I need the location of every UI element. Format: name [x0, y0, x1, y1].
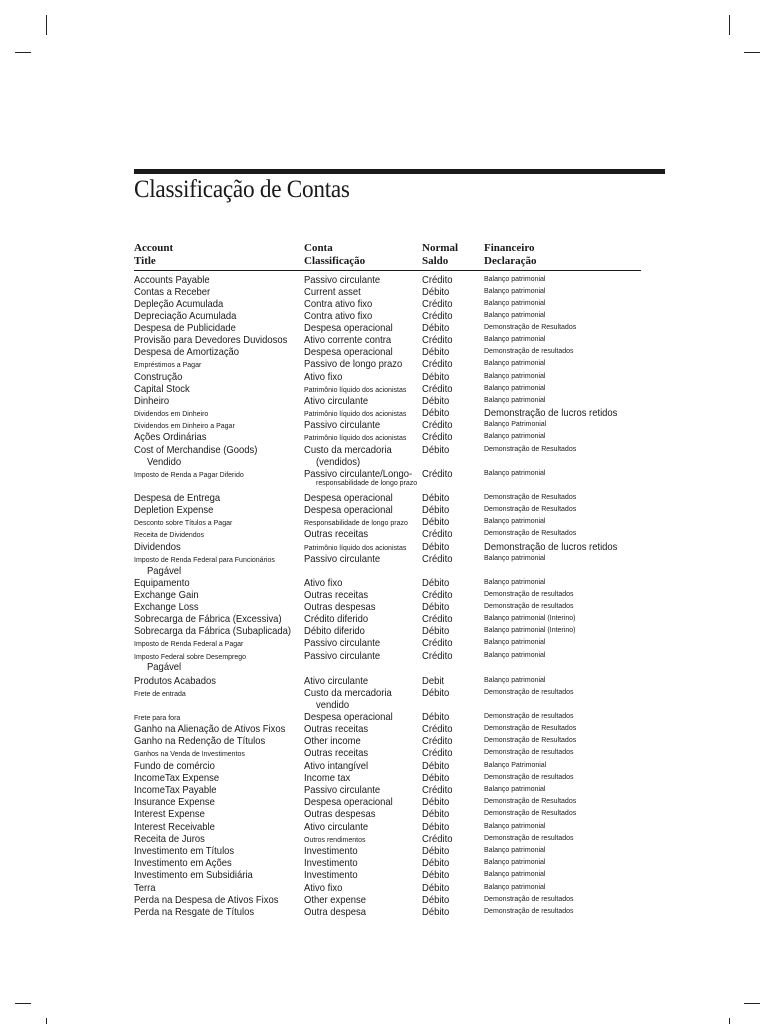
account-classification: (vendidos) — [316, 456, 361, 468]
account-classification: Outras receitas — [304, 723, 369, 735]
account-title: Ações Ordinárias — [134, 431, 207, 443]
account-title: Desconto sobre Títulos a Pagar — [134, 520, 233, 527]
account-title: Frete de entrada — [134, 691, 186, 698]
account-classification: Despesa operacional — [304, 322, 393, 334]
financial-statement: Balanço patrimonial — [484, 652, 546, 659]
account-classification: Passivo circulante — [304, 274, 381, 286]
normal-balance: Débito — [422, 711, 450, 723]
financial-statement: Demonstração de resultados — [484, 348, 574, 355]
header-classification — [304, 242, 365, 268]
normal-balance: Débito — [422, 346, 450, 358]
account-title: IncomeTax Expense — [134, 772, 220, 784]
financial-statement: Balanço patrimonial — [484, 300, 546, 307]
account-classification: Patrimônio líquido dos acionistas — [304, 387, 407, 394]
account-classification: Débito diferido — [304, 625, 365, 637]
financial-statement: Balanço patrimonial — [484, 786, 546, 793]
financial-statement: Demonstração de Resultados — [484, 494, 577, 501]
financial-statement: Demonstração de Resultados — [484, 737, 577, 744]
financial-statement: Demonstração de Resultados — [484, 506, 577, 513]
account-classification: Passivo circulante/Longo- — [304, 468, 413, 480]
account-title: Frete para fora — [134, 715, 181, 722]
normal-balance: Crédito — [422, 334, 453, 346]
account-title: Imposto de Renda Federal a Pagar — [134, 641, 244, 648]
account-classification: Investimento — [304, 857, 358, 869]
normal-balance: Debit — [422, 675, 445, 687]
financial-statement: Demonstração de resultados — [484, 835, 574, 842]
account-classification: Current asset — [304, 286, 361, 298]
normal-balance: Débito — [422, 906, 450, 918]
normal-balance: Crédito — [422, 528, 453, 540]
crop-mark-top-right-h — [744, 52, 760, 53]
financial-statement: Balanço patrimonial — [484, 823, 546, 830]
financial-statement: Demonstração de resultados — [484, 774, 574, 781]
account-title: Depletion Expense — [134, 504, 214, 516]
normal-balance: Crédito — [422, 468, 453, 480]
header-statement — [484, 242, 537, 268]
normal-balance: Crédito — [422, 310, 453, 322]
normal-balance: Débito — [422, 516, 450, 528]
normal-balance: Débito — [422, 577, 450, 589]
financial-statement: Balanço patrimonial — [484, 639, 546, 646]
header-statement-line2: Declaração — [484, 255, 537, 267]
normal-balance: Crédito — [422, 637, 453, 649]
financial-statement: Demonstração de lucros retidos — [484, 407, 618, 419]
account-title: Despesa de Entrega — [134, 492, 221, 504]
account-title: IncomeTax Payable — [134, 784, 217, 796]
normal-balance: Débito — [422, 882, 450, 894]
account-classification: Ativo fixo — [304, 882, 343, 894]
account-title: Dividendos — [134, 541, 181, 553]
account-classification: Outras receitas — [304, 589, 369, 601]
financial-statement: Balanço patrimonial — [484, 579, 546, 586]
account-title: Pagável — [147, 661, 182, 673]
financial-statement: Balanço patrimonial — [484, 385, 546, 392]
account-title: Dividendos em Dinheiro — [134, 411, 209, 418]
header-account — [134, 242, 173, 268]
header-balance-line2: Saldo — [422, 255, 449, 267]
normal-balance: Crédito — [422, 833, 453, 845]
account-title: Fundo de comércio — [134, 760, 215, 772]
account-title: Investimento em Títulos — [134, 845, 235, 857]
normal-balance: Débito — [422, 286, 450, 298]
financial-statement: Demonstração de resultados — [484, 603, 574, 610]
financial-statement: Balanço Patrimonial — [484, 421, 547, 428]
account-classification: responsabilidade de longo prazo — [316, 480, 418, 487]
normal-balance: Débito — [422, 857, 450, 869]
financial-statement: Demonstração de Resultados — [484, 446, 577, 453]
financial-statement: Balanço patrimonial — [484, 336, 546, 343]
header-account-line1: Account — [134, 242, 174, 254]
financial-statement: Balanço patrimonial — [484, 373, 546, 380]
account-title: Receita de Juros — [134, 833, 205, 845]
financial-statement: Demonstração de resultados — [484, 896, 574, 903]
header-balance-line1: Normal — [422, 242, 459, 254]
crop-mark-bottom-right — [729, 1018, 730, 1024]
account-classification: Passivo de longo prazo — [304, 358, 403, 370]
account-classification: Responsabilidade de longo prazo — [304, 520, 408, 527]
normal-balance: Crédito — [422, 298, 453, 310]
account-classification: Ativo circulante — [304, 821, 369, 833]
header-rule — [134, 270, 641, 271]
crop-mark-bottom-right-h — [744, 1003, 760, 1004]
financial-statement: Demonstração de resultados — [484, 591, 574, 598]
normal-balance: Débito — [422, 808, 450, 820]
account-title: Depreciação Acumulada — [134, 310, 237, 322]
account-title: Perda na Resgate de Títulos — [134, 906, 255, 918]
normal-balance: Débito — [422, 504, 450, 516]
financial-statement: Demonstração de resultados — [484, 713, 574, 720]
normal-balance: Débito — [422, 407, 450, 419]
normal-balance: Crédito — [422, 419, 453, 431]
normal-balance: Crédito — [422, 553, 453, 565]
account-title: Cost of Merchandise (Goods) — [134, 444, 258, 456]
account-classification: Despesa operacional — [304, 346, 393, 358]
account-classification: Despesa operacional — [304, 504, 393, 516]
account-title: Construção — [134, 371, 183, 383]
account-classification: Patrimônio líquido dos acionistas — [304, 545, 407, 552]
normal-balance: Débito — [422, 869, 450, 881]
account-classification: Ativo corrente contra — [304, 334, 392, 346]
account-classification: Outras despesas — [304, 808, 376, 820]
financial-statement: Balanço patrimonial (Interino) — [484, 627, 576, 634]
account-title: Despesa de Publicidade — [134, 322, 236, 334]
account-title: Perda na Despesa de Ativos Fixos — [134, 894, 279, 906]
account-title: Vendido — [147, 456, 182, 468]
account-classification: Crédito diferido — [304, 613, 369, 625]
account-classification: Other income — [304, 735, 361, 747]
financial-statement: Balanço patrimonial — [484, 433, 546, 440]
account-classification: Outras receitas — [304, 747, 369, 759]
account-classification: Ativo circulante — [304, 395, 369, 407]
account-classification: Ativo fixo — [304, 371, 343, 383]
account-title: Equipamento — [134, 577, 190, 589]
account-classification: Outros rendimentos — [304, 837, 366, 844]
account-title: Sobrecarga da Fábrica (Subaplicada) — [134, 625, 292, 637]
account-classification: Custo da mercadoria — [304, 444, 392, 456]
financial-statement: Balanço patrimonial — [484, 518, 546, 525]
account-classification: Ativo intangível — [304, 760, 369, 772]
account-classification: Custo da mercadoria — [304, 687, 392, 699]
account-title: Despesa de Amortização — [134, 346, 240, 358]
account-title: Investimento em Subsidiária — [134, 869, 253, 881]
header-statement-line1: Financeiro — [484, 242, 535, 254]
normal-balance: Crédito — [422, 383, 453, 395]
normal-balance: Débito — [422, 541, 450, 553]
account-title: Terra — [134, 882, 156, 894]
normal-balance: Débito — [422, 322, 450, 334]
financial-statement: Demonstração de Resultados — [484, 810, 577, 817]
normal-balance: Crédito — [422, 613, 453, 625]
crop-mark-top-left — [46, 15, 47, 35]
normal-balance: Crédito — [422, 735, 453, 747]
account-title: Insurance Expense — [134, 796, 215, 808]
financial-statement: Demonstração de resultados — [484, 689, 574, 696]
normal-balance: Débito — [422, 845, 450, 857]
financial-statement: Balanço patrimonial (Interino) — [484, 615, 576, 622]
financial-statement: Balanço patrimonial — [484, 555, 546, 562]
account-classification: Income tax — [304, 772, 351, 784]
financial-statement: Balanço patrimonial — [484, 288, 546, 295]
normal-balance: Débito — [422, 796, 450, 808]
financial-statement: Balanço patrimonial — [484, 859, 546, 866]
account-title: Imposto de Renda Federal para Funcionários — [134, 557, 275, 564]
header-classification-line2: Classificação — [304, 255, 366, 267]
account-title: Produtos Acabados — [134, 675, 216, 687]
account-title: Empréstimos a Pagar — [134, 362, 202, 369]
account-title: Receita de Dividendos — [134, 532, 205, 539]
normal-balance: Débito — [422, 821, 450, 833]
account-title: Pagável — [147, 565, 182, 577]
account-title: Ganho na Alienação de Ativos Fixos — [134, 723, 286, 735]
account-classification: Despesa operacional — [304, 796, 393, 808]
account-classification: Other expense — [304, 894, 367, 906]
normal-balance: Débito — [422, 444, 450, 456]
account-title: Interest Expense — [134, 808, 205, 820]
normal-balance: Débito — [422, 687, 450, 699]
account-classification: Outra despesa — [304, 906, 367, 918]
normal-balance: Crédito — [422, 747, 453, 759]
account-title: Accounts Payable — [134, 274, 210, 286]
account-classification: Contra ativo fixo — [304, 298, 373, 310]
normal-balance: Débito — [422, 492, 450, 504]
normal-balance: Débito — [422, 371, 450, 383]
financial-statement: Balanço patrimonial — [484, 871, 546, 878]
financial-statement: Demonstração de Resultados — [484, 725, 577, 732]
account-title: Investimento em Ações — [134, 857, 232, 869]
normal-balance: Crédito — [422, 784, 453, 796]
normal-balance: Crédito — [422, 723, 453, 735]
account-classification: Despesa operacional — [304, 711, 393, 723]
account-title: Ganho na Redenção de Títulos — [134, 735, 266, 747]
financial-statement: Balanço patrimonial — [484, 276, 546, 283]
financial-statement: Balanço patrimonial — [484, 360, 546, 367]
account-classification: Patrimônio líquido dos acionistas — [304, 411, 407, 418]
financial-statement: Balanço Patrimonial — [484, 762, 547, 769]
crop-mark-bottom-left — [46, 1018, 47, 1024]
account-classification: Patrimônio líquido dos acionistas — [304, 435, 407, 442]
account-classification: Despesa operacional — [304, 492, 393, 504]
account-title: Exchange Loss — [134, 601, 199, 613]
account-title: Dinheiro — [134, 395, 170, 407]
account-classification: Passivo circulante — [304, 650, 381, 662]
account-classification: Passivo circulante — [304, 784, 381, 796]
normal-balance: Débito — [422, 625, 450, 637]
financial-statement: Balanço patrimonial — [484, 677, 546, 684]
header-classification-line1: Conta — [304, 242, 333, 254]
account-classification: Investimento — [304, 845, 358, 857]
financial-statement: Balanço patrimonial — [484, 884, 546, 891]
account-classification: Ativo circulante — [304, 675, 369, 687]
normal-balance: Débito — [422, 395, 450, 407]
financial-statement: Balanço patrimonial — [484, 397, 546, 404]
financial-statement: Demonstração de Resultados — [484, 798, 577, 805]
account-classification: Passivo circulante — [304, 637, 381, 649]
normal-balance: Crédito — [422, 274, 453, 286]
normal-balance: Crédito — [422, 650, 453, 662]
account-title: Imposto Federal sobre Desemprego — [134, 654, 247, 661]
account-classification: Ativo fixo — [304, 577, 343, 589]
account-title: Ganhos na Venda de Investimentos — [134, 751, 245, 758]
account-title: Provisão para Devedores Duvidosos — [134, 334, 288, 346]
header-account-line2: Title — [134, 255, 156, 267]
normal-balance: Crédito — [422, 431, 453, 443]
financial-statement: Demonstração de resultados — [484, 749, 574, 756]
account-title: Imposto de Renda a Pagar Diferido — [134, 472, 244, 479]
normal-balance: Débito — [422, 760, 450, 772]
normal-balance: Crédito — [422, 358, 453, 370]
account-title: Sobrecarga de Fábrica (Excessiva) — [134, 613, 282, 625]
page-title: Classificação de Contas — [134, 176, 350, 203]
account-classification: Outras despesas — [304, 601, 376, 613]
account-title: Dividendos em Dinheiro a Pagar — [134, 423, 235, 430]
account-title: Capital Stock — [134, 383, 190, 395]
account-classification: Passivo circulante — [304, 419, 381, 431]
header-balance — [422, 242, 458, 268]
normal-balance: Débito — [422, 772, 450, 784]
normal-balance: Crédito — [422, 589, 453, 601]
account-classification: vendido — [316, 699, 350, 711]
account-classification: Contra ativo fixo — [304, 310, 373, 322]
account-title: Exchange Gain — [134, 589, 199, 601]
financial-statement: Balanço patrimonial — [484, 847, 546, 854]
account-title: Depleção Acumulada — [134, 298, 224, 310]
crop-mark-bottom-left-h — [15, 1003, 31, 1004]
financial-statement: Demonstração de Resultados — [484, 530, 577, 537]
account-title: Contas a Receber — [134, 286, 211, 298]
financial-statement: Balanço patrimonial — [484, 470, 546, 477]
normal-balance: Débito — [422, 601, 450, 613]
account-title: Interest Receivable — [134, 821, 215, 833]
crop-mark-top-left-h — [15, 52, 31, 53]
account-classification: Investimento — [304, 869, 358, 881]
title-rule — [134, 169, 665, 174]
financial-statement: Demonstração de resultados — [484, 908, 574, 915]
crop-mark-top-right — [729, 15, 730, 35]
account-classification: Passivo circulante — [304, 553, 381, 565]
account-classification: Outras receitas — [304, 528, 369, 540]
financial-statement: Demonstração de Resultados — [484, 324, 577, 331]
financial-statement: Demonstração de lucros retidos — [484, 541, 618, 553]
normal-balance: Débito — [422, 894, 450, 906]
financial-statement: Balanço patrimonial — [484, 312, 546, 319]
